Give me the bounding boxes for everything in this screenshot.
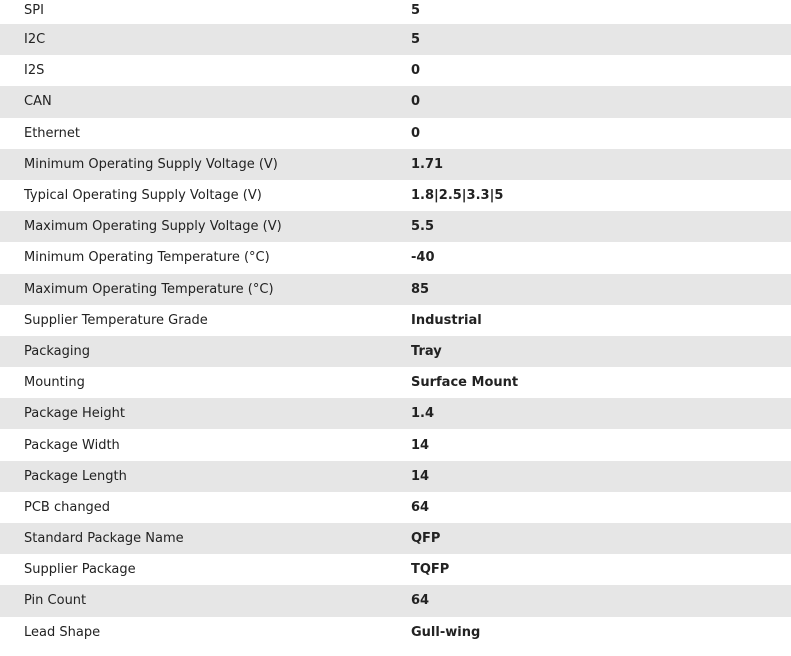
table-row [0,0,791,24]
spec-value: 5 [411,3,421,18]
spec-label: Ethernet [24,125,80,141]
spec-value: 1.71 [411,156,444,172]
spec-value: -40 [411,250,435,266]
spec-label: CAN [24,94,52,110]
table-row [0,211,791,242]
spec-label: Package Height [24,406,125,422]
spec-value: 64 [411,499,430,515]
spec-label: Mounting [24,375,85,391]
spec-label: I2S [24,63,45,79]
spec-label: Standard Package Name [24,531,184,547]
table-row [0,398,791,429]
spec-value: 0 [411,63,421,79]
spec-label: Packaging [24,343,90,359]
table-row [0,149,791,180]
table-row [0,118,791,149]
spec-value: 0 [411,125,421,141]
spec-value: Tray [411,343,442,359]
spec-label: Maximum Operating Supply Voltage (V) [24,219,282,235]
table-row [0,86,791,117]
spec-label: Pin Count [24,593,87,609]
spec-value: TQFP [411,562,450,578]
spec-value: QFP [411,531,441,547]
spec-label: Supplier Package [24,562,136,578]
spec-value: Gull-wing [411,624,481,640]
spec-label: Lead Shape [24,624,101,640]
table-row [0,461,791,492]
table-row [0,242,791,273]
spec-value: 5.5 [411,219,435,235]
spec-label: Supplier Temperature Grade [24,312,208,328]
table-row [0,305,791,336]
spec-label: Minimum Operating Temperature (°C) [24,250,270,266]
table-row [0,180,791,211]
spec-value: 14 [411,437,430,453]
spec-label: Package Width [24,437,120,453]
spec-value: 0 [411,94,421,110]
table-row [0,492,791,523]
table-row [0,429,791,460]
spec-value: Surface Mount [411,375,519,391]
table-row [0,523,791,554]
spec-label: I2C [24,32,46,48]
spec-value: 5 [411,32,421,48]
spec-label: Package Length [24,468,127,484]
spec-label: SPI [24,3,44,18]
spec-value: 64 [411,593,430,609]
table-row [0,55,791,86]
spec-value: 85 [411,281,430,297]
table-row [0,24,791,55]
table-row [0,554,791,585]
table-row [0,367,791,398]
spec-value: 1.4 [411,406,435,422]
spec-label: PCB changed [24,499,111,515]
spec-label: Typical Operating Supply Voltage (V) [24,188,262,204]
table-row [0,585,791,616]
spec-value: 14 [411,468,430,484]
table-row [0,274,791,305]
table-row [0,617,791,648]
spec-label: Maximum Operating Temperature (°C) [24,281,274,297]
table-row [0,336,791,367]
spec-label: Minimum Operating Supply Voltage (V) [24,156,278,172]
spec-value: Industrial [411,312,482,328]
spec-value: 1.8|2.5|3.3|5 [411,188,504,204]
